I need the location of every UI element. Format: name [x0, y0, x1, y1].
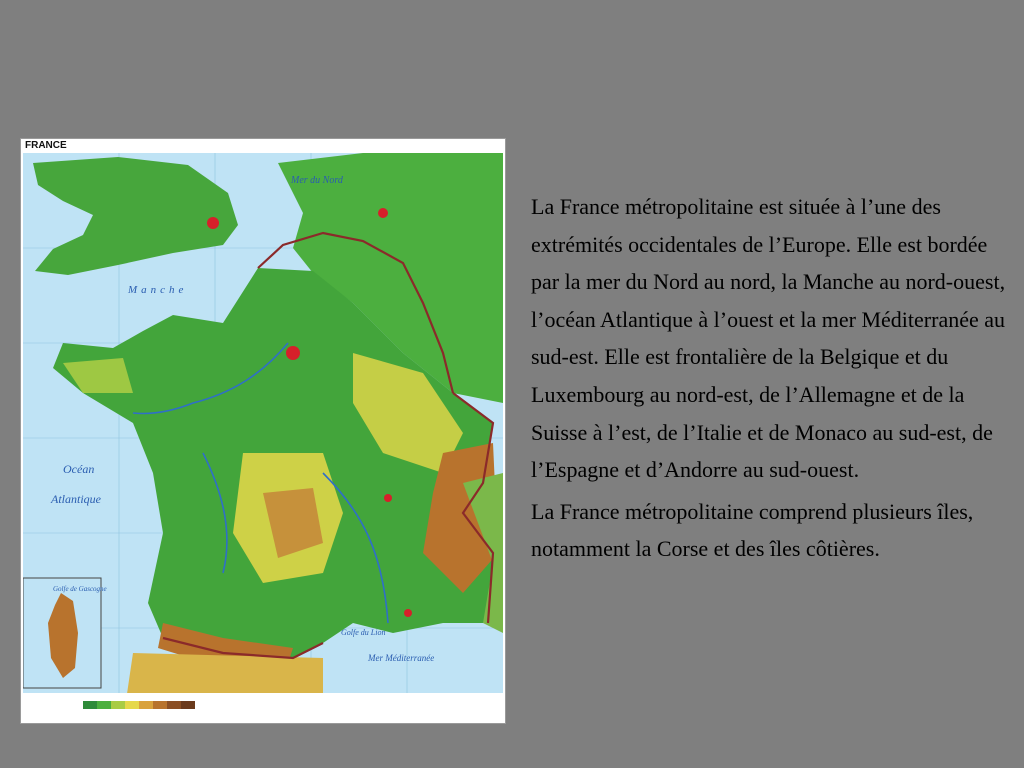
- label-manche: Manche: [128, 284, 188, 296]
- map-image: [23, 153, 503, 721]
- label-golfe-gascogne: Golfe de Gascogne: [53, 585, 107, 593]
- label-mer-mediterranee: Mer Méditerranée: [368, 653, 435, 663]
- description-text: [531, 188, 1009, 572]
- brussels-marker: [378, 208, 388, 218]
- london-marker: [207, 217, 219, 229]
- lyon-marker: [384, 494, 392, 502]
- label-ocean: Océan: [63, 462, 95, 476]
- paragraph-location: La France métropolitaine est située à l’une des extrémités occidentales de l’Europe. Elle est bordée par la mer du Nord au nord, la Manche au nord-ouest, l’océan Atlantique à l’ouest et la mer Méditerranée au sud-est. Elle est frontalière de la Belgique et du Luxembourg au nord-est, de l’Allemagne et de la Suisse à l’est, de l’Italie et de Monaco au sud-est, de l’Espagne et d’Andorre au sud-ouest.: [531, 194, 1006, 483]
- label-golfe-lion: Golfe du Lion: [341, 628, 386, 637]
- paragraph-islands: La France métropolitaine comprend plusieurs îles, notamment la Corse et des îles côtières.: [531, 498, 974, 562]
- legend-color-scale: [83, 701, 195, 709]
- label-atlantique: Atlantique: [51, 492, 101, 506]
- paris-marker: [286, 346, 300, 360]
- label-mer-du-nord: Mer du Nord: [291, 175, 343, 186]
- marseille-marker: [404, 609, 412, 617]
- france-physical-map: [21, 139, 505, 723]
- map-title: FRANCE: [25, 140, 67, 151]
